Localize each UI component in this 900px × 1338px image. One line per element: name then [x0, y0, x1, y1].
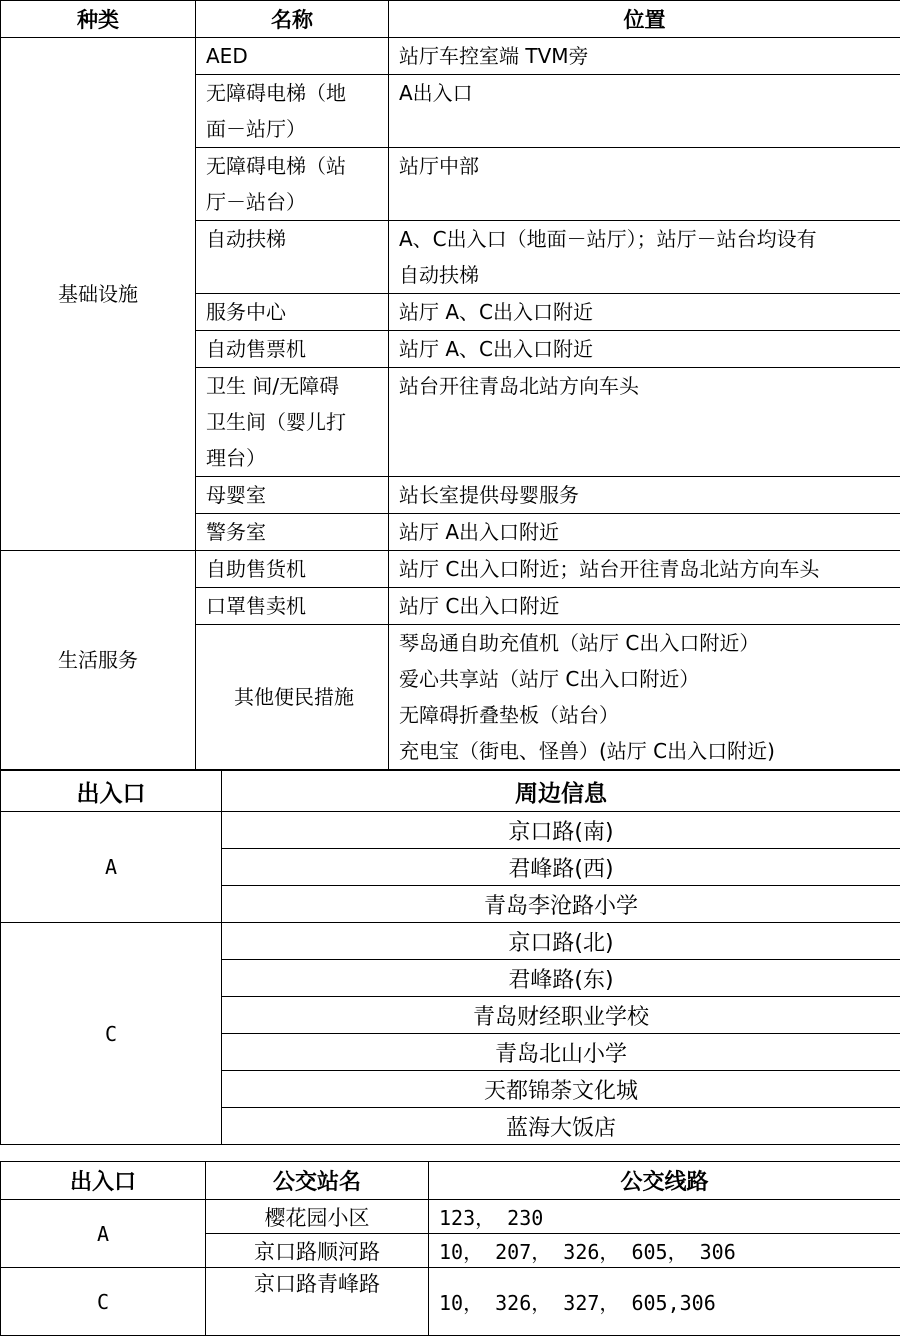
facility-name: 卫生 间/无障碍 卫生间（婴儿打 理台） [196, 368, 389, 477]
entrance-cell: C [1, 923, 222, 1145]
facility-location: 站厅中部 [389, 148, 900, 221]
facility-location: 站长室提供母婴服务 [389, 477, 900, 514]
surroundings-table [0, 770, 900, 1145]
entrance-cell: A [1, 812, 222, 923]
bus-station-cell: 樱花园小区 [206, 1200, 429, 1234]
facility-location: 站厅 C出入口附近 [389, 588, 900, 625]
facility-location: 站台开往青岛北站方向车头 [389, 368, 900, 477]
table-row [1, 1200, 900, 1234]
bus-table [0, 1161, 900, 1336]
facility-location: 站厅 C出入口附近；站台开往青岛北站方向车头 [389, 551, 900, 588]
facility-location: 站厅车控室端 TVM旁 [389, 38, 900, 75]
header-location: 位置 [389, 1, 900, 38]
facilities-header-row [1, 1, 900, 38]
facility-name: 母婴室 [196, 477, 389, 514]
place-cell: 蓝海大饭店 [222, 1108, 900, 1145]
table-row [1, 551, 900, 588]
header-category: 种类 [1, 1, 196, 38]
facility-location: A出入口 [389, 75, 900, 148]
place-cell: 京口路(南) [222, 812, 900, 849]
header-entrance: 出入口 [1, 771, 222, 812]
entrance-cell: A [1, 1200, 206, 1268]
place-cell: 君峰路(东) [222, 960, 900, 997]
place-cell: 君峰路(西) [222, 849, 900, 886]
place-cell: 青岛北山小学 [222, 1034, 900, 1071]
table-row [1, 812, 900, 849]
bus-routes-cell: 10， 207， 326， 605， 306 [429, 1234, 900, 1268]
header-surroundings: 周边信息 [222, 771, 900, 812]
facility-name: 其他便民措施 [196, 625, 389, 770]
category-cell: 基础设施 [1, 38, 196, 551]
facility-location: 站厅 A、C出入口附近 [389, 294, 900, 331]
bus-header-row [1, 1162, 900, 1200]
bus-routes-cell: 10， 326， 327， 605,306 [429, 1268, 900, 1336]
bus-station-cell: 京口路青峰路 [206, 1268, 429, 1336]
place-cell: 天都锦荼文化城 [222, 1071, 900, 1108]
surroundings-header-row [1, 771, 900, 812]
place-cell: 京口路(北) [222, 923, 900, 960]
facility-name: 自动售票机 [196, 331, 389, 368]
facility-name: 无障碍电梯（站 厅－站台） [196, 148, 389, 221]
facility-name: 自动扶梯 [196, 221, 389, 294]
facility-location: 站厅 A出入口附近 [389, 514, 900, 551]
facility-location: A、C出入口（地面－站厅）；站厅－站台均设有 自动扶梯 [389, 221, 900, 294]
category-cell: 生活服务 [1, 551, 196, 770]
entrance-cell: C [1, 1268, 206, 1336]
table-row [1, 38, 900, 75]
table-row [1, 1268, 900, 1336]
bus-station-cell: 京口路顺河路 [206, 1234, 429, 1268]
header-bus-station: 公交站名 [206, 1162, 429, 1200]
facility-name: 口罩售卖机 [196, 588, 389, 625]
facility-name: 警务室 [196, 514, 389, 551]
facility-name: 自助售货机 [196, 551, 389, 588]
bus-routes-cell: 123， 230 [429, 1200, 900, 1234]
facility-name: 无障碍电梯（地 面－站厅） [196, 75, 389, 148]
facility-location: 站厅 A、C出入口附近 [389, 331, 900, 368]
table-row [1, 923, 900, 960]
header-entrance: 出入口 [1, 1162, 206, 1200]
place-cell: 青岛财经职业学校 [222, 997, 900, 1034]
header-name: 名称 [196, 1, 389, 38]
facility-location: 琴岛通自助充值机（站厅 C出入口附近） 爱心共享站（站厅 C出入口附近） 无障碍折叠垫板（站台） 充电宝（街电、怪兽）(站厅 C出入口附近) [389, 625, 900, 770]
facility-name: 服务中心 [196, 294, 389, 331]
header-bus-routes: 公交线路 [429, 1162, 900, 1200]
facility-name: AED [196, 38, 389, 75]
place-cell: 青岛李沧路小学 [222, 886, 900, 923]
